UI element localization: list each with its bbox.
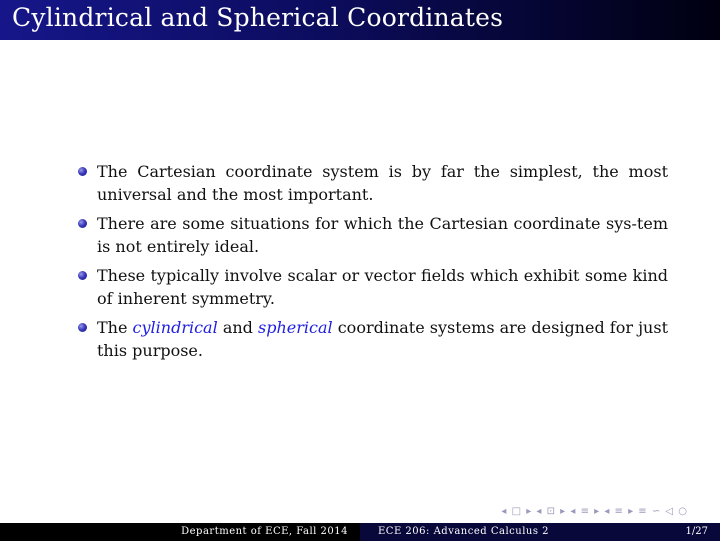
- bullet-text: The Cartesian coordinate system is by far the simplest, the most universal and the most important.: [97, 162, 668, 204]
- bullet-icon: [78, 271, 87, 280]
- footer: [0, 523, 720, 541]
- emphasis-spherical: spherical: [258, 318, 333, 337]
- bullet-text: There are some situations for which the Cartesian coordinate sys-tem is not entirely ideal.: [97, 214, 668, 256]
- title-bar: [0, 0, 720, 40]
- bullet-item-2: [78, 212, 668, 258]
- bullet-item-4: [78, 316, 668, 362]
- bullet-text-pre: The: [97, 318, 133, 337]
- bullet-text: These typically involve scalar or vector fields which exhibit some kind of inherent symmetry.: [97, 266, 668, 308]
- footer-department: Department of ECE, Fall 2014: [0, 523, 360, 541]
- bullet-text-mid: and: [217, 318, 259, 337]
- footer-course-block: [360, 523, 720, 541]
- slide-content: [78, 160, 668, 368]
- slide-title: Cylindrical and Spherical Coordinates: [12, 3, 504, 32]
- emphasis-cylindrical: cylindrical: [132, 318, 218, 337]
- bullet-text-post: coordinate systems are designed for just this purpose.: [97, 318, 669, 360]
- bullet-item-1: [78, 160, 668, 206]
- footer-page-number: 1/27: [685, 526, 708, 537]
- bullet-icon: [78, 219, 87, 228]
- bullet-icon: [78, 323, 87, 332]
- bullet-item-3: [78, 264, 668, 310]
- bullet-icon: [78, 167, 87, 176]
- footer-course: ECE 206: Advanced Calculus 2: [378, 526, 550, 537]
- beamer-navigation-icons[interactable]: ◂ □ ▸ ◂ ⊡ ▸ ◂ ≡ ▸ ◂ ≡ ▸ ≡ ∽ ◁ ○: [501, 506, 688, 517]
